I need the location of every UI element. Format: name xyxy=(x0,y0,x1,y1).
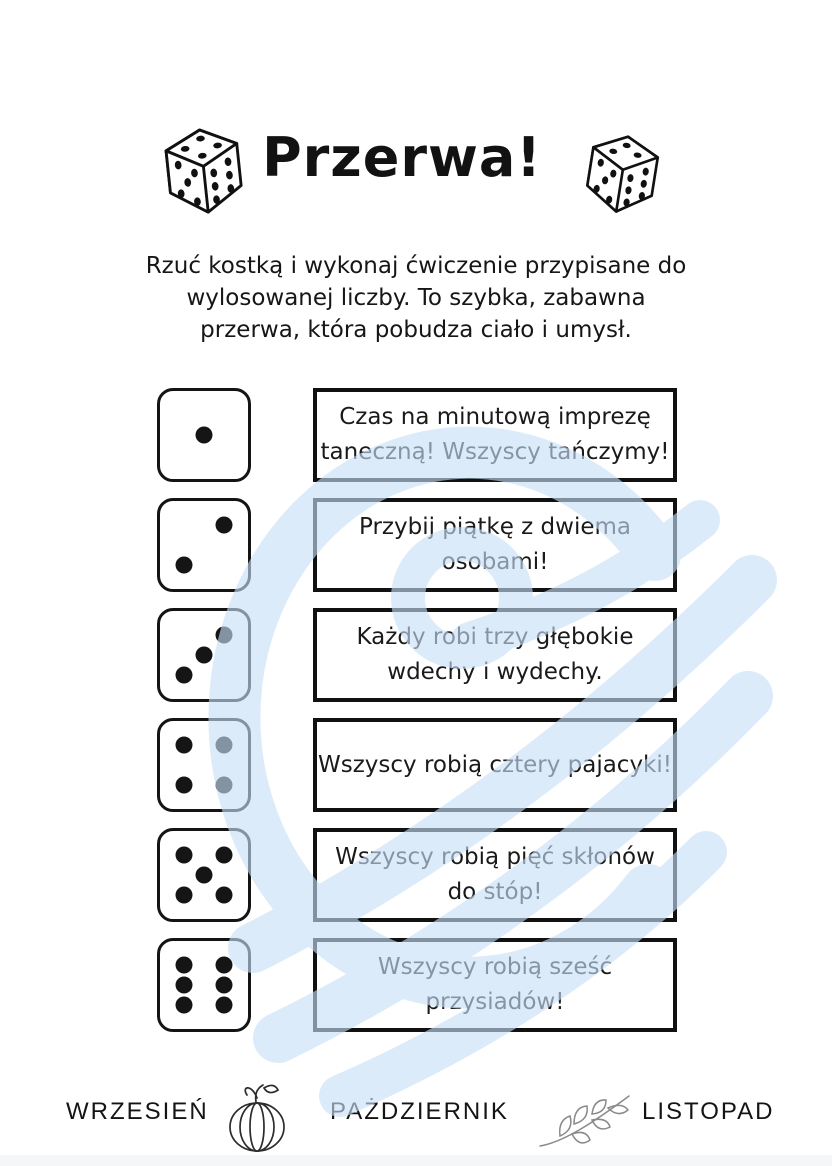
die-face-4 xyxy=(157,718,251,812)
die-pip xyxy=(175,887,192,904)
task-text-line: Wszyscy robią pięć skłonów xyxy=(335,844,655,870)
die-pip xyxy=(175,736,192,753)
die-pip xyxy=(196,427,213,444)
activity-list xyxy=(157,388,677,1048)
die-pip xyxy=(175,667,192,684)
task-text-line: Wszyscy robią sześć xyxy=(377,954,613,980)
die-pip xyxy=(216,626,233,643)
task-box xyxy=(313,718,677,812)
task-text-line: do stóp! xyxy=(447,879,543,905)
activity-row xyxy=(157,608,677,702)
die-pip xyxy=(216,977,233,994)
task-box xyxy=(313,938,677,1032)
die-pip xyxy=(175,846,192,863)
intro-line: wylosowanej liczby. To szybka, zabawna xyxy=(186,285,646,311)
die-pip xyxy=(175,956,192,973)
die-pip xyxy=(196,867,213,884)
task-text-line: Wszyscy robią cztery pajacyki! xyxy=(317,751,672,778)
die-face-3 xyxy=(157,608,251,702)
autumn-leaves-icon xyxy=(536,1086,634,1152)
task-text-line: przysiadów! xyxy=(425,989,565,1015)
die-pip xyxy=(175,557,192,574)
die-pip xyxy=(216,887,233,904)
month-label-wrzesien: WRZESIEŃ xyxy=(66,1098,209,1125)
month-label-pazdziernik: PAŻDZIERNIK xyxy=(330,1098,509,1125)
task-text-line: Przybij piątkę z dwiema xyxy=(358,514,631,540)
die-pip xyxy=(216,516,233,533)
dice-3d-icon xyxy=(572,125,673,226)
die-pip xyxy=(216,777,233,794)
task-text-line: Każdy robi trzy głębokie xyxy=(356,624,634,650)
intro-line: przerwa, która pobudza ciało i umysł. xyxy=(200,317,632,343)
die-pip xyxy=(175,777,192,794)
task-text-line: taneczną! Wszyscy tańczymy! xyxy=(320,439,670,465)
page-title: Przerwa! xyxy=(262,126,542,189)
die-face-6 xyxy=(157,938,251,1032)
die-pip xyxy=(196,647,213,664)
activity-row xyxy=(157,938,677,1032)
activity-row xyxy=(157,718,677,812)
die-face-5 xyxy=(157,828,251,922)
die-pip xyxy=(216,997,233,1014)
die-pip xyxy=(216,846,233,863)
intro-line: Rzuć kostką i wykonaj ćwiczenie przypisane do xyxy=(145,253,687,279)
activity-row xyxy=(157,388,677,482)
month-label-listopad: LISTOPAD xyxy=(642,1098,775,1125)
task-text-line: wdechy i wydechy. xyxy=(387,659,603,685)
die-face-2 xyxy=(157,498,251,592)
die-pip xyxy=(216,736,233,753)
task-text-line: Czas na minutową imprezę xyxy=(339,404,651,430)
die-pip xyxy=(175,977,192,994)
die-face-1 xyxy=(157,388,251,482)
activity-row xyxy=(157,498,677,592)
pumpkin-icon xyxy=(222,1078,292,1154)
die-pip xyxy=(175,997,192,1014)
activity-row xyxy=(157,828,677,922)
task-box xyxy=(313,388,677,482)
page-edge xyxy=(0,1155,832,1166)
task-box xyxy=(313,828,677,922)
task-box xyxy=(313,608,677,702)
task-text-line: osobami! xyxy=(441,549,549,575)
intro-text xyxy=(0,250,832,346)
die-pip xyxy=(216,956,233,973)
task-box xyxy=(313,498,677,592)
